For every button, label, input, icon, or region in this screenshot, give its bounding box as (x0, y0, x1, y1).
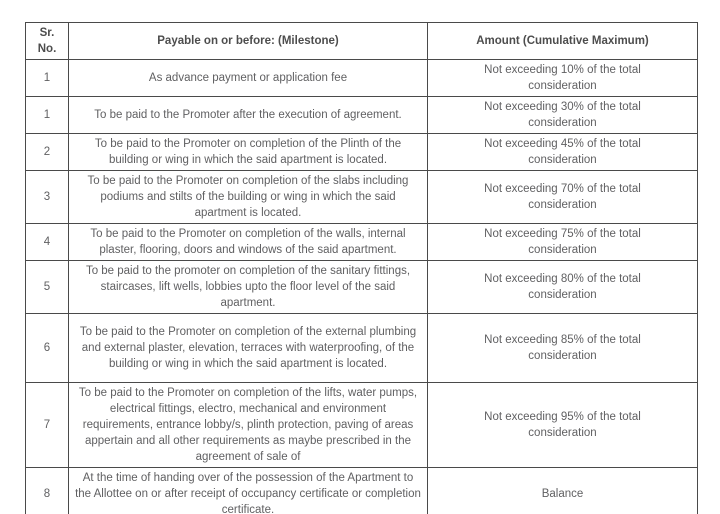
table-row (26, 383, 698, 468)
cell-amount (428, 224, 698, 261)
cell-sr-no: 1 (26, 60, 69, 97)
cell-sr-no: 3 (26, 171, 69, 224)
cell-sr-no: 2 (26, 134, 69, 171)
cell-amount (428, 314, 698, 383)
cell-amount (428, 468, 698, 514)
table-row (26, 60, 698, 97)
amount-text: Balance (541, 488, 584, 500)
cell-amount (428, 97, 698, 134)
table-row (26, 314, 698, 383)
cell-milestone: As advance payment or application fee (69, 60, 428, 97)
amount-text: Not exceeding 85% of the total consideration (484, 334, 641, 362)
header-amount: Amount (Cumulative Maximum) (428, 23, 698, 60)
table-row (26, 97, 698, 134)
cell-amount (428, 383, 698, 468)
cell-milestone: At the time of handing over of the possession of the Apartment to the Allottee on or after receipt of occupancy certificate or completion certificate. (69, 468, 428, 514)
cell-sr-no: 5 (26, 261, 69, 314)
table-row (26, 224, 698, 261)
amount-text: Not exceeding 80% of the total consideration (484, 273, 641, 301)
amount-text: Not exceeding 45% of the total consideration (484, 138, 641, 166)
header-row (26, 23, 698, 60)
cell-sr-no: 6 (26, 314, 69, 383)
table-row (26, 261, 698, 314)
cell-milestone: To be paid to the Promoter on completion of the Plinth of the building or wing in which the said apartment is located. (69, 134, 428, 171)
cell-sr-no: 8 (26, 468, 69, 514)
cell-sr-no: 1 (26, 97, 69, 134)
table-body (26, 60, 698, 514)
table-row (26, 171, 698, 224)
amount-text: Not exceeding 95% of the total consideration (484, 411, 641, 439)
payment-schedule-table (25, 22, 698, 514)
cell-amount (428, 171, 698, 224)
amount-text: Not exceeding 10% of the total consideration (484, 64, 641, 92)
cell-milestone: To be paid to the Promoter after the execution of agreement. (69, 97, 428, 134)
table-row (26, 134, 698, 171)
header-sr-no: Sr. No. (26, 23, 69, 60)
amount-text: Not exceeding 75% of the total consideration (484, 228, 641, 256)
cell-milestone: To be paid to the Promoter on completion of the external plumbing and external plaster, elevation, terraces with waterproofing, of the building or wing in which the said apartment is located. (69, 314, 428, 383)
header-milestone: Payable on or before: (Milestone) (69, 23, 428, 60)
cell-milestone: To be paid to the promoter on completion of the sanitary fittings, staircases, lift wells, lobbies upto the floor level of the said apartment. (69, 261, 428, 314)
cell-milestone: To be paid to the Promoter on completion of the walls, internal plaster, flooring, doors and windows of the said apartment. (69, 224, 428, 261)
cell-amount (428, 261, 698, 314)
cell-sr-no: 4 (26, 224, 69, 261)
cell-amount (428, 60, 698, 97)
table-header (26, 23, 698, 60)
cell-sr-no: 7 (26, 383, 69, 468)
cell-milestone: To be paid to the Promoter on completion of the slabs including podiums and stilts of the building or wing in which the said apartment is located. (69, 171, 428, 224)
amount-text: Not exceeding 30% of the total consideration (484, 101, 641, 129)
table-row (26, 468, 698, 514)
amount-text: Not exceeding 70% of the total consideration (484, 183, 641, 211)
cell-amount (428, 134, 698, 171)
cell-milestone: To be paid to the Promoter on completion of the lifts, water pumps, electrical fittings, electro, mechanical and environment requirements, entrance lobby/s, plinth protection, paving of areas appertain and all other requirements as maybe prescribed in the agreement of sale of (69, 383, 428, 468)
